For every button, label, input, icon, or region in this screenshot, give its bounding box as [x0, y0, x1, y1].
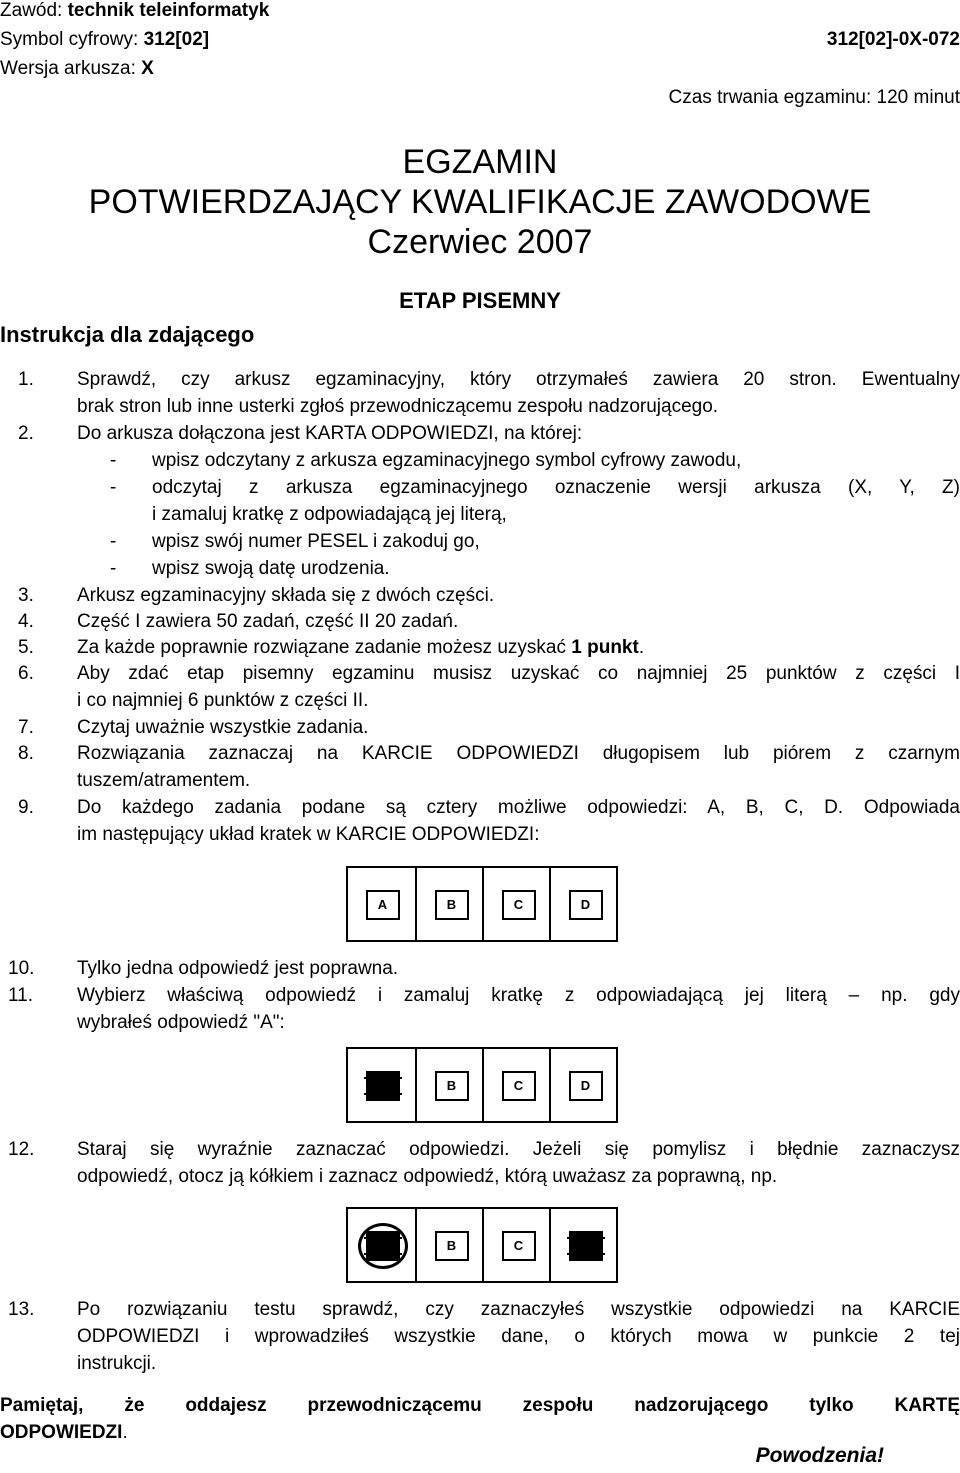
footer-reminder-line-1: Pamiętaj, że oddajesz przewodniczącemu zespołu nadzorującego tylko KARTĘ — [0, 1395, 960, 1416]
item-4-number: 4. — [18, 611, 34, 632]
answer-cell-a — [348, 1049, 415, 1121]
checkbox-c: C — [502, 1231, 536, 1261]
item-5-text: Za każde poprawnie rozwiązane zadanie możesz uzyskać — [77, 637, 566, 658]
answer-cell-a — [348, 1209, 415, 1281]
item-5-line-1 — [77, 637, 644, 659]
wersja-line — [0, 58, 154, 80]
footer-dot: . — [122, 1422, 128, 1443]
item-9-line-1: Do każdego zadania podane są cztery możliwe odpowiedzi: A, B, C, D. Odpowiada — [77, 797, 960, 818]
dash-bullet: - — [110, 450, 117, 471]
checkbox-b: B — [435, 890, 469, 920]
zawod-value: technik teleinformatyk — [67, 0, 270, 21]
item-10-number: 10. — [8, 958, 35, 979]
item-4-line-1: Część I zawiera 50 zadań, część II 20 zadań. — [77, 611, 459, 632]
symbol-line — [0, 29, 209, 51]
answer-grid-filled-example — [346, 1047, 618, 1123]
item-13-line-3: instrukcji. — [77, 1353, 157, 1374]
answer-cell-b — [415, 1209, 484, 1281]
item-6-number: 6. — [18, 663, 34, 684]
item-11-line-1: Wybierz właściwą odpowiedź i zamaluj kratkę z odpowiadającą jej literą – np. gdy — [77, 985, 960, 1006]
etap-heading: ETAP PISEMNY — [399, 288, 561, 313]
item-5-number: 5. — [18, 637, 34, 658]
answer-grid-example — [346, 866, 618, 942]
checkbox-a-filled — [366, 1071, 400, 1101]
answer-cell-b — [415, 868, 484, 940]
item-11-number: 11. — [8, 985, 34, 1006]
checkbox-c: C — [502, 1071, 536, 1101]
item-2-number: 2. — [18, 423, 34, 444]
item-1-line-1: Sprawdź, czy arkusz egzaminacyjny, który otrzymałeś zawiera 20 stron. Ewentualny — [77, 369, 960, 390]
item-2-dash-2b: i zamaluj kratkę z odpowiadającą jej literą, — [152, 504, 507, 525]
dash-bullet: - — [110, 558, 117, 579]
instrukcja-heading: Instrukcja dla zdającego — [0, 322, 255, 347]
dash-bullet: - — [110, 531, 117, 552]
answer-cell-b — [415, 1049, 484, 1121]
answer-cell-c — [482, 868, 551, 940]
item-2-dash-3: wpisz swój numer PESEL i zakoduj go, — [152, 531, 480, 552]
item-12-line-2: odpowiedź, otocz ją kółkiem i zaznacz odpowiedź, którą uważasz za poprawną, np. — [77, 1166, 778, 1187]
item-13-line-1: Po rozwiązaniu testu sprawdź, czy zaznaczyłeś wszystkie odpowiedzi na KARCIE — [77, 1299, 960, 1320]
item-2-dash-4: wpisz swoją datę urodzenia. — [152, 558, 390, 579]
item-7-line-1: Czytaj uważnie wszystkie zadania. — [77, 717, 369, 738]
answer-cell-d — [549, 1209, 618, 1281]
checkbox-d: D — [569, 1071, 603, 1101]
answer-cell-a — [348, 868, 415, 940]
item-9-line-2: im następujący układ kratek w KARCIE ODPOWIEDZI: — [77, 824, 540, 845]
footer-odpowiedzi: ODPOWIEDZI — [0, 1422, 123, 1443]
item-11-line-2: wybrałeś odpowiedź "A": — [77, 1012, 285, 1033]
item-8-line-1: Rozwiązania zaznaczaj na KARCIE ODPOWIEDZI długopisem lub piórem z czarnym — [77, 743, 960, 764]
item-2-line-1: Do arkusza dołączona jest KARTA ODPOWIEDZI, na której: — [77, 423, 583, 444]
item-2-dash-2a: odczytaj z arkusza egzaminacyjnego oznaczenie wersji arkusza (X, Y, Z) — [152, 477, 960, 498]
checkbox-a: A — [366, 890, 400, 920]
title-potwierdzajacy: POTWIERDZAJĄCY KWALIFIKACJE ZAWODOWE — [88, 183, 872, 221]
title-date: Czerwiec 2007 — [367, 223, 593, 261]
wersja-value: X — [141, 58, 154, 79]
checkbox-c: C — [502, 890, 536, 920]
footer-reminder-line-2 — [0, 1422, 128, 1444]
item-10-line-1: Tylko jedna odpowiedź jest poprawna. — [77, 958, 399, 979]
checkbox-b: B — [435, 1231, 469, 1261]
symbol-label: Symbol cyfrowy: — [0, 29, 139, 50]
item-12-number: 12. — [8, 1139, 35, 1160]
item-6-line-2: i co najmniej 6 punktów z części II. — [77, 690, 369, 711]
item-2-dash-1: wpisz odczytany z arkusza egzaminacyjnego symbol cyfrowy zawodu, — [152, 450, 742, 471]
item-7-number: 7. — [18, 717, 34, 738]
item-5-end: . — [638, 637, 645, 658]
item-1-line-2: brak stron lub inne usterki zgłoś przewodniczącemu zespołu nadzorującego. — [77, 396, 719, 417]
checkbox-d: D — [569, 890, 603, 920]
exam-duration: Czas trwania egzaminu: 120 minut — [668, 87, 960, 108]
wersja-label: Wersja arkusza: — [0, 58, 136, 79]
correction-circle-icon — [358, 1223, 408, 1269]
checkbox-b: B — [435, 1071, 469, 1101]
item-13-line-2: ODPOWIEDZI i wprowadziłeś wszystkie dane, o których mowa w punkcie 2 tej — [77, 1326, 960, 1347]
exam-code: 312[02]-0X-072 — [826, 29, 960, 50]
item-8-line-2: tuszem/atramentem. — [77, 770, 251, 791]
item-5-bold: 1 punkt — [571, 637, 639, 658]
answer-cell-d — [549, 868, 618, 940]
item-13-number: 13. — [8, 1299, 35, 1320]
answer-cell-c — [482, 1049, 551, 1121]
answer-cell-d — [549, 1049, 618, 1121]
item-8-number: 8. — [18, 743, 34, 764]
answer-grid-corrected-example — [346, 1207, 618, 1283]
item-3-number: 3. — [18, 585, 34, 606]
powodzenia-text: Powodzenia! — [755, 1444, 884, 1467]
zawod-line — [0, 0, 269, 22]
checkbox-d-filled — [569, 1231, 603, 1261]
item-3-line-1: Arkusz egzaminacyjny składa się z dwóch części. — [77, 585, 495, 606]
answer-cell-c — [482, 1209, 551, 1281]
dash-bullet: - — [110, 477, 117, 498]
item-6-line-1: Aby zdać etap pisemny egzaminu musisz uzyskać co najmniej 25 punktów z części I — [77, 663, 960, 684]
item-9-number: 9. — [18, 797, 34, 818]
item-12-line-1: Staraj się wyraźnie zaznaczać odpowiedzi. Jeżeli się pomylisz i błędnie zaznaczysz — [77, 1139, 960, 1160]
zawod-label: Zawód: — [0, 0, 63, 21]
item-1-number: 1. — [18, 369, 34, 390]
symbol-value: 312[02] — [143, 29, 210, 50]
title-egzamin: EGZAMIN — [402, 143, 558, 181]
